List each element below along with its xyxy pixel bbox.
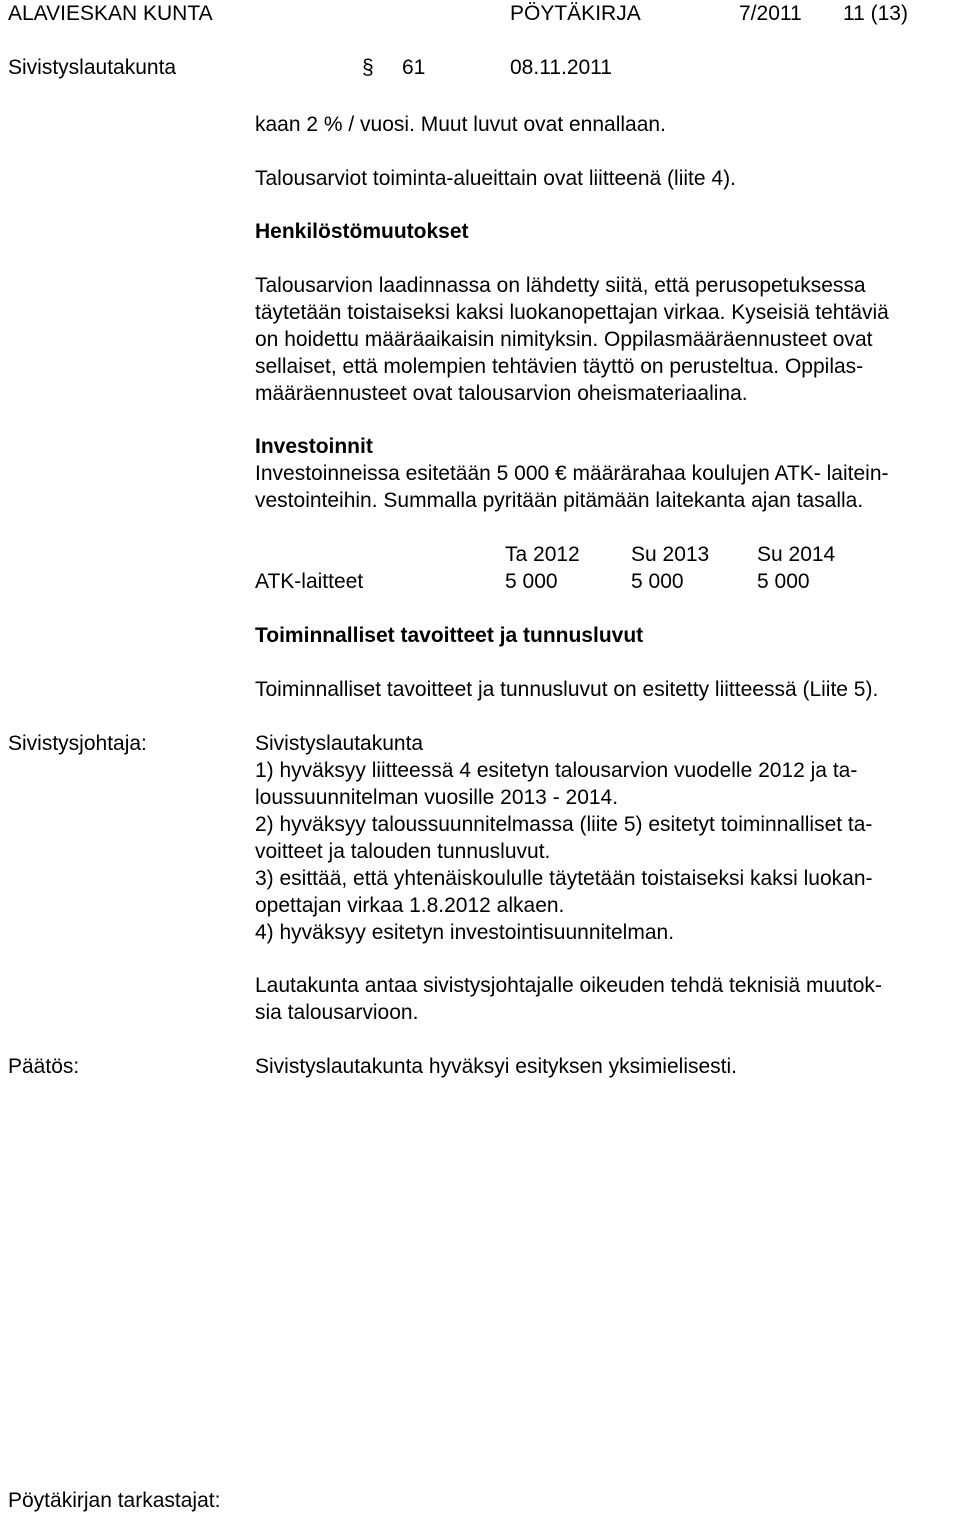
proposal-label: Sivistysjohtaja: <box>8 732 147 755</box>
proposal-line: 4) hyväksyy esitetyn investointisuunnitelman. <box>255 921 675 944</box>
proposal-extra-line: Lautakunta antaa sivistysjohtajalle oikeuden tehdä teknisiä muutok- <box>255 974 882 997</box>
document-number: 7/2011 <box>739 2 802 25</box>
meeting-date: 08.11.2011 <box>510 56 612 79</box>
proposal-line: 2) hyväksyy taloussuunnitelmassa (liite 5) esitetyt toiminnalliset ta- <box>255 813 873 836</box>
personnel-line: täytetään toistaiseksi kaksi luokanopettajan virkaa. Kyseisiä tehtäviä <box>255 301 889 324</box>
investments-line: Investoinneissa esitetään 5 000 € määrärahaa koulujen ATK- laitein- <box>255 462 889 485</box>
decision-text: Sivistyslautakunta hyväksyi esityksen yksimielisesti. <box>255 1055 737 1078</box>
proposal-line: voitteet ja talouden tunnusluvut. <box>255 840 551 863</box>
objectives-line: Toiminnalliset tavoitteet ja tunnusluvut on esitetty liitteessä (Liite 5). <box>255 678 879 701</box>
proposal-line: Sivistyslautakunta <box>255 732 424 755</box>
personnel-line: sellaiset, että molempien tehtävien täyttö on perusteltua. Oppilas- <box>255 355 864 378</box>
proposal-extra-line: sia talousarvioon. <box>255 1001 419 1024</box>
document-type: PÖYTÄKIRJA <box>510 2 641 25</box>
personnel-heading: Henkilöstömuutokset <box>255 220 469 243</box>
intro-line-1: kaan 2 % / vuosi. Muut luvut ovat ennallaan. <box>255 113 666 136</box>
proposal-line: 1) hyväksyy liitteessä 4 esitetyn talousarvion vuodelle 2012 ja ta- <box>255 759 858 782</box>
page-number: 11 (13) <box>843 2 908 25</box>
proposal-line: loussuunnitelman vuosille 2013 - 2014. <box>255 786 619 809</box>
board-name: Sivistyslautakunta <box>8 56 177 79</box>
table-column-header: Su 2014 <box>757 543 836 566</box>
proposal-line: 3) esittää, että yhtenäiskoululle täytetään toistaiseksi kaksi luokan- <box>255 867 873 890</box>
table-row-label: ATK-laitteet <box>255 570 364 593</box>
intro-line-2: Talousarviot toiminta-alueittain ovat liitteenä (liite 4). <box>255 167 736 190</box>
reviewers-label: Pöytäkirjan tarkastajat: <box>8 1489 221 1512</box>
table-cell: 5 000 <box>631 570 684 593</box>
table-column-header: Su 2013 <box>631 543 710 566</box>
objectives-heading: Toiminnalliset tavoitteet ja tunnusluvut <box>255 624 644 647</box>
section-symbol: § <box>362 56 374 79</box>
section-number: 61 <box>402 56 426 79</box>
investments-line: vestointeihin. Summalla pyritään pitämään laitekanta ajan tasalla. <box>255 489 864 512</box>
proposal-line: opettajan virkaa 1.8.2012 alkaen. <box>255 894 565 917</box>
personnel-line: on hoidettu määräaikaisin nimityksin. Oppilasmääräennusteet ovat <box>255 328 873 351</box>
personnel-line: Talousarvion laadinnassa on lähdetty siitä, että perusopetuksessa <box>255 274 866 297</box>
table-cell: 5 000 <box>757 570 810 593</box>
personnel-line: määräennusteet ovat talousarvion oheismateriaalina. <box>255 382 748 405</box>
investments-heading: Investoinnit <box>255 435 373 458</box>
municipality-name: ALAVIESKAN KUNTA <box>8 2 213 25</box>
table-column-header: Ta 2012 <box>505 543 580 566</box>
decision-label: Päätös: <box>8 1055 80 1078</box>
table-cell: 5 000 <box>505 570 558 593</box>
